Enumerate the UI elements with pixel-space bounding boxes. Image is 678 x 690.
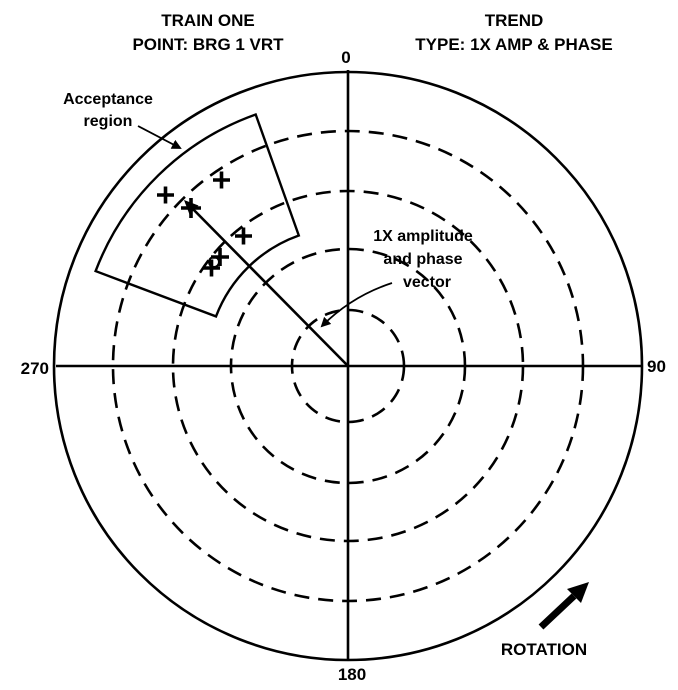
vector-label-line2: and phase (383, 251, 463, 268)
axis-label-270: 270 (20, 359, 49, 378)
trend-point (157, 187, 174, 204)
trend-point (203, 260, 220, 277)
acceptance-label-line1: Acceptance (63, 91, 153, 108)
header-left-line1: TRAIN ONE (161, 11, 255, 30)
axis-label-180: 180 (337, 665, 367, 684)
axis-label-90: 90 (647, 357, 666, 376)
axis-label-0: 0 (341, 48, 351, 67)
rotation-label: ROTATION (500, 640, 588, 659)
trend-markers (157, 172, 252, 277)
acceptance-label-line2: region (83, 113, 133, 130)
vector-label-line1: 1X amplitude (373, 228, 473, 245)
phase-vector (186, 202, 348, 366)
header-right-line2: TYPE: 1X AMP & PHASE (415, 35, 613, 54)
trend-point (213, 172, 230, 189)
header-left-line2: POINT: BRG 1 VRT (132, 35, 284, 54)
vector-label-line3: vector (402, 274, 452, 291)
header-right-line1: TREND (484, 11, 544, 30)
rotation-arrow-shaft (541, 596, 574, 627)
